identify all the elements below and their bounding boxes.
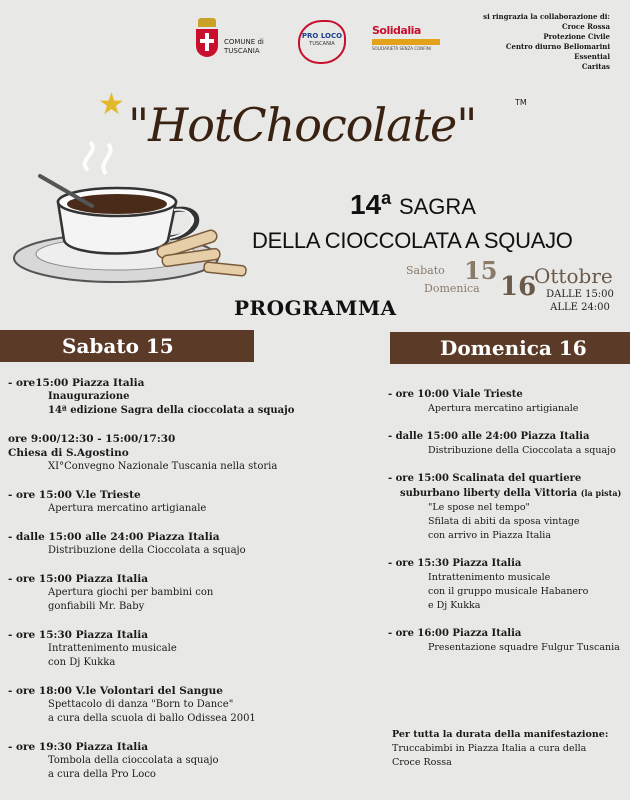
thanks-name: Essential: [574, 52, 610, 61]
event-item: [8, 628, 380, 670]
event-desc: 14ª edizione Sagra della cioccolata a squajo: [48, 405, 295, 416]
date-month: Ottobre: [534, 264, 613, 288]
domenica-events: [388, 388, 630, 669]
event-desc: Intrattenimento musicale: [428, 572, 551, 583]
sagra-number: 14: [350, 189, 382, 220]
event-title: "HotChocolate": [128, 98, 477, 152]
programma-heading: PROGRAMMA: [234, 296, 397, 320]
event-desc: Distribuzione della Cioccolata a squajo: [428, 445, 616, 456]
event-time-place: - ore 15:30 Piazza Italia: [388, 558, 522, 569]
solidalia-sub: SOLIDARIETÀ SENZA CONFINI: [372, 46, 431, 51]
event-item: [8, 432, 380, 474]
event-desc: Tombola della cioccolata a squajo: [48, 755, 219, 766]
solidalia-name: Solidalia: [372, 24, 421, 37]
event-item: [388, 472, 630, 543]
thanks-block: [440, 12, 610, 72]
event-item: [388, 388, 630, 416]
event-time-place: - ore15:00 Piazza Italia: [8, 377, 145, 389]
date-hours: [538, 288, 622, 314]
event-desc: Apertura mercatino artigianale: [428, 403, 579, 414]
date-block: [406, 258, 626, 318]
event-place: [388, 486, 630, 501]
thanks-intro: si ringrazia la collaborazione di:: [483, 12, 610, 21]
solidalia-bar: [372, 39, 440, 45]
domenica-header: Domenica 16: [390, 332, 630, 364]
event-time-place: - ore 16:00 Piazza Italia: [388, 628, 522, 639]
event-desc: e Dj Kukka: [428, 600, 481, 611]
event-item: [8, 530, 380, 558]
date-15: 15: [464, 256, 498, 285]
date-16: 16: [500, 272, 537, 302]
event-time-place: - dalle 15:00 alle 24:00 Piazza Italia: [388, 431, 590, 442]
event-item: [8, 572, 380, 614]
event-time-place: - ore 15:00 Piazza Italia: [8, 573, 149, 585]
date-to: ALLE 24:00: [550, 302, 610, 313]
sabato-header: Sabato 15: [0, 330, 254, 362]
event-desc: Apertura mercatino artigianale: [48, 503, 207, 514]
event-time-place: - ore 18:00 V.le Volontari del Sangue: [8, 685, 223, 697]
thanks-name: Croce Rossa: [562, 22, 610, 31]
event-item: [8, 488, 380, 516]
comune-line1: COMUNE di: [224, 38, 264, 46]
event-place-note: (la pista): [580, 488, 622, 498]
event-desc: Distribuzione della Cioccolata a squajo: [48, 545, 246, 556]
event-desc: Apertura giochi per bambini con: [48, 587, 214, 598]
event-desc: "Le spose nel tempo": [428, 502, 530, 513]
event-item: [8, 740, 380, 782]
event-time-place: - dalle 15:00 alle 24:00 Piazza Italia: [8, 531, 220, 543]
event-time-place: - ore 15:00 Scalinata del quartiere: [388, 473, 582, 484]
thanks-name: Protezione Civile: [543, 32, 610, 41]
proloco-line1: PRO LOCO: [301, 32, 343, 40]
sagra-edition: [350, 188, 476, 221]
crest-icon: [196, 18, 218, 58]
star-icon: ★: [98, 87, 125, 122]
proloco-line2: TUSCANIA: [309, 41, 335, 47]
event-desc: XI°Convegno Nazionale Tuscania nella storia: [48, 461, 278, 472]
event-place: Chiesa di S.Agostino: [8, 447, 129, 459]
event-time-place: - ore 19:30 Piazza Italia: [8, 741, 149, 753]
event-item: [388, 627, 630, 655]
sagra-sup: a: [381, 188, 392, 208]
comune-line2: TUSCANIA: [224, 47, 260, 55]
event-desc: a cura della Pro Loco: [48, 769, 156, 780]
event-desc: gonfiabili Mr. Baby: [48, 601, 145, 612]
date-from: DALLE 15:00: [546, 289, 614, 300]
event-desc: con arrivo in Piazza Italia: [428, 530, 552, 541]
solidalia-logo: [372, 24, 444, 56]
durata-line: Croce Rossa: [392, 757, 452, 768]
date-sabato: Sabato: [406, 264, 445, 277]
event-item: [8, 684, 380, 726]
event-item: [388, 430, 630, 458]
event-desc: a cura della scuola di ballo Odissea 2001: [48, 713, 256, 724]
trademark: TM: [515, 98, 527, 107]
event-desc: Intrattenimento musicale: [48, 643, 177, 654]
event-desc: Presentazione squadre Fulgur Tuscania: [428, 642, 620, 653]
chocolate-cup-icon: [6, 140, 256, 290]
sagra-word: SAGRA: [398, 194, 476, 219]
sagra-subtitle: DELLA CIOCCOLATA A SQUAJO: [252, 228, 573, 253]
proloco-logo: [294, 18, 350, 66]
comune-label: [224, 38, 264, 56]
date-domenica: Domenica: [424, 282, 480, 295]
event-place-text: suburbano liberty della Vittoria: [400, 488, 578, 499]
durata-note: [392, 728, 630, 770]
event-time-place: - ore 15:00 V.le Trieste: [8, 489, 141, 501]
comune-logo: [196, 18, 276, 60]
event-item: [388, 557, 630, 613]
event-desc: con Dj Kukka: [48, 657, 116, 668]
event-desc: Spettacolo di danza "Born to Dance": [48, 699, 234, 710]
durata-line: Truccabimbi in Piazza Italia a cura della: [392, 743, 587, 754]
thanks-name: Centro diurno Bellomarini: [505, 42, 610, 51]
event-time-place: ore 9:00/12:30 - 15:00/17:30: [8, 433, 176, 445]
event-item: [8, 376, 380, 418]
event-time-place: - ore 15:30 Piazza Italia: [8, 629, 149, 641]
event-desc: con il gruppo musicale Habanero: [428, 586, 589, 597]
thanks-name: Caritas: [581, 62, 610, 71]
event-desc: Sfilata di abiti da sposa vintage: [428, 516, 580, 527]
event-desc: Inaugurazione: [48, 391, 130, 402]
event-time-place: - ore 10:00 Viale Trieste: [388, 389, 523, 400]
durata-heading: Per tutta la durata della manifestazione:: [392, 729, 609, 740]
sabato-events: [8, 376, 380, 796]
